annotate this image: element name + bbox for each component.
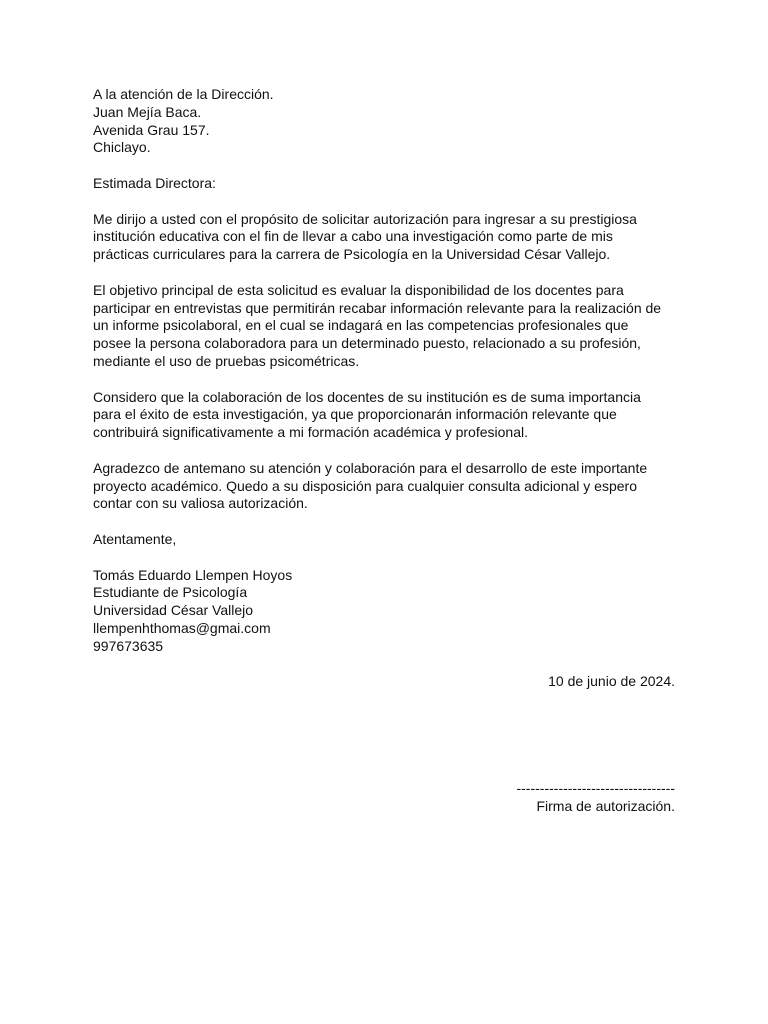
letter-page	[93, 86, 675, 816]
paragraph-line: participar en entrevistas que permitirán recabar información relevante para la realización de	[93, 299, 662, 316]
signature-role: Estudiante de Psicología	[93, 584, 248, 601]
authorization-label: Firma de autorización.	[536, 797, 675, 814]
paragraph-line: Me dirijo a usted con el propósito de solicitar autorización para ingresar a su prestigiosa	[93, 210, 637, 227]
recipient-line: Avenida Grau 157.	[93, 121, 210, 138]
paragraph-line: mediante el uso de pruebas psicométricas.	[93, 352, 360, 369]
paragraph-line: contribuirá significativamente a mi formación académica y profesional.	[93, 424, 528, 441]
paragraph-objective	[93, 282, 675, 371]
paragraph-line: prácticas curriculares para la carrera de Psicología en la Universidad César Vallejo.	[93, 246, 611, 263]
paragraph-thanks	[93, 460, 675, 513]
paragraph-line: para el éxito de esta investigación, ya que proporcionarán información relevante que	[93, 406, 617, 423]
recipient-line: A la atención de la Dirección.	[93, 86, 274, 102]
signature-block	[93, 567, 675, 656]
signature-email: llempenhthomas@gmai.com	[93, 619, 271, 636]
closing: Atentamente,	[93, 530, 177, 547]
paragraph-line: El objetivo principal de esta solicitud es evaluar la disponibilidad de los docentes para	[93, 281, 624, 298]
greeting: Estimada Directora:	[93, 174, 216, 191]
letter-date: 10 de junio de 2024.	[548, 673, 675, 690]
paragraph-line: contar con su valiosa autorización.	[93, 495, 308, 512]
paragraph-line: Considero que la colaboración de los docentes de su institución es de suma importancia	[93, 388, 641, 405]
paragraph-line: proyecto académico. Quedo a su disposición para cualquier consulta adicional y espero	[93, 477, 637, 494]
paragraph-purpose	[93, 211, 675, 264]
signature-line: ----------------------------------	[516, 780, 675, 797]
signature-university: Universidad César Vallejo	[93, 602, 254, 619]
signature-phone: 997673635	[93, 637, 164, 654]
paragraph-line: posee la persona colaboradora para un determinado puesto, relacionado a su profesión,	[93, 335, 641, 352]
paragraph-line: Agradezco de antemano su atención y colaboración para el desarrollo de este importante	[93, 459, 648, 476]
paragraph-line: un informe psicolaboral, en el cual se indagará en las competencias profesionales que	[93, 317, 629, 334]
paragraph-importance	[93, 389, 675, 442]
signature-name: Tomás Eduardo Llempen Hoyos	[93, 566, 293, 583]
recipient-line: Chiclayo.	[93, 139, 151, 156]
paragraph-line: institución educativa con el fin de llevar a cabo una investigación como parte de mis	[93, 228, 613, 245]
recipient-block	[93, 86, 675, 157]
authorization-block	[93, 780, 675, 816]
recipient-line: Juan Mejía Baca.	[93, 103, 202, 120]
